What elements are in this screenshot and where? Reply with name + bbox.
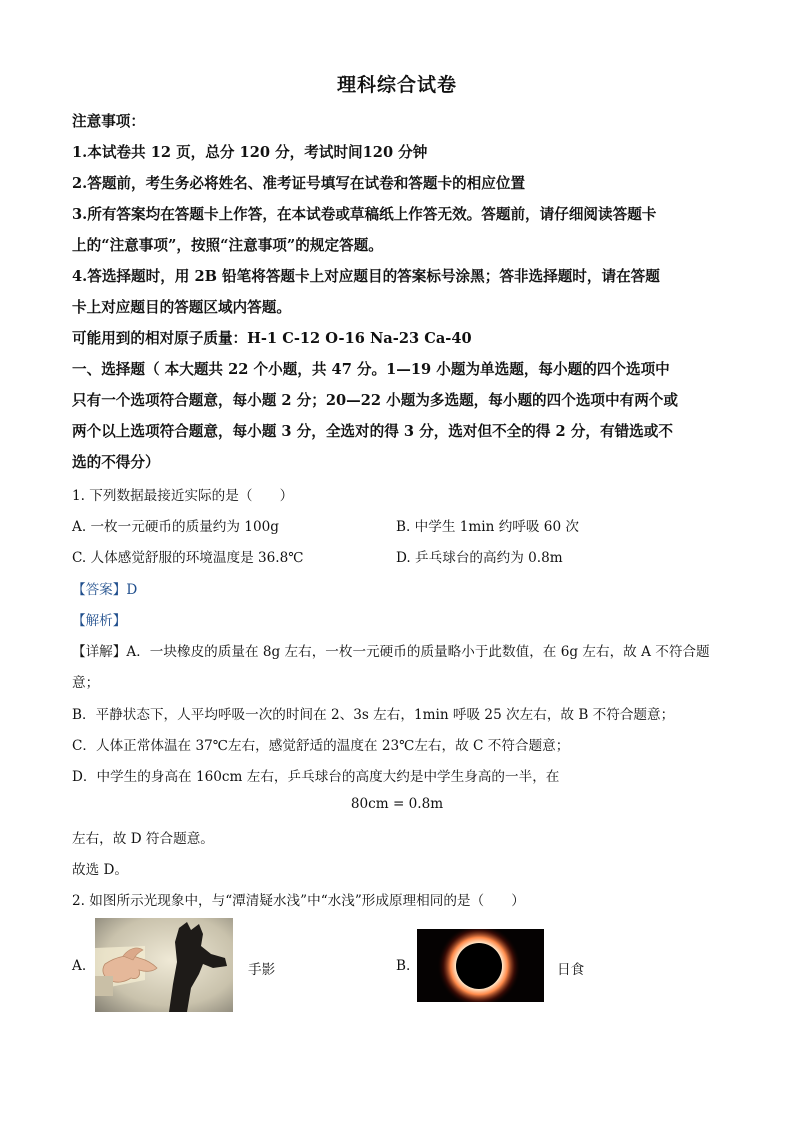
solar-eclipse-image: [417, 929, 544, 1002]
q1-option-d: D. 乒乓球台的高约为 0.8m: [396, 550, 563, 566]
q1-option-b: B. 中学生 1min 约呼吸 60 次: [396, 519, 580, 535]
q2-option-b-caption: 日食: [557, 962, 585, 978]
atomic-mass-line: 可能用到的相对原子质量：H-1 C-12 O-16 Na-23 Ca-40: [72, 330, 472, 347]
q1-detail-1: 【详解】A．一块橡皮的质量在 8g 左右，一枚一元硬币的质量略小于此数值，在 6g 左右，故 A 不符合题: [72, 644, 710, 660]
solar-eclipse-illustration: [417, 929, 544, 1002]
notice-item-2: 2.答题前，考生务必将姓名、准考证号填写在试卷和答题卡的相应位置: [72, 175, 526, 192]
notice-item-4: 4.答选择题时，用 2B 铅笔将答题卡上对应题目的答案标号涂黑；答非选择题时，请在答题: [72, 268, 660, 285]
notice-item-3: 3.所有答案均在答题卡上作答，在本试卷或草稿纸上作答无效。答题前，请仔细阅读答题卡: [72, 206, 657, 223]
notice-item-3-cont: 上的“注意事项”，按照“注意事项”的规定答题。: [72, 237, 383, 254]
notice-item-1: 1.本试卷共 12 页，总分 120 分，考试时间120 分钟: [72, 144, 428, 161]
section1-line-2: 只有一个选项符合题意，每小题 2 分；20—22 小题为多选题，每小题的四个选项中有两个或: [72, 392, 678, 409]
q1-detail-3: C．人体正常体温在 37℃左右，感觉舒适的温度在 23℃左右，故 C 不符合题意；: [72, 738, 570, 754]
q2-option-a-letter: A.: [72, 958, 87, 974]
q1-detail-2: B．平静状态下，人平均呼吸一次的时间在 2、3s 左右，1min 呼吸 25 次左右，故 B 不符合题意；: [72, 707, 675, 723]
q2-option-b-letter: B.: [396, 958, 411, 974]
q1-option-a: A. 一枚一元硬币的质量约为 100g: [72, 519, 279, 535]
q2-option-a-caption: 手影: [248, 962, 276, 978]
notice-item-4-cont: 卡上对应题目的答题区域内答题。: [72, 299, 291, 316]
q1-analysis-label: 【解析】: [72, 613, 127, 629]
section1-line-3: 两个以上选项符合题意，每小题 3 分，全选对的得 3 分，选对但不全的得 2 分，有错选或不: [72, 423, 673, 440]
section1-line-4: 选的不得分）: [72, 454, 160, 471]
q1-stem: 1. 下列数据最接近实际的是（ ）: [72, 488, 294, 504]
hand-shadow-image: [95, 918, 233, 1012]
q2-stem: 2. 如图所示光现象中，与“潭清疑水浅”中“水浅”形成原理相同的是（ ）: [72, 893, 525, 909]
q1-formula: 80cm = 0.8m: [350, 796, 444, 812]
q1-conclusion: 左右，故 D 符合题意。: [72, 831, 214, 847]
page-title: 理科综合试卷: [336, 74, 457, 96]
q1-answer: 【答案】D: [72, 582, 138, 598]
q1-choose: 故选 D。: [72, 862, 129, 878]
hand-shadow-illustration: [95, 918, 233, 1012]
section1-line-1: 一、选择题（ 本大题共 22 个小题，共 47 分。1—19 小题为单选题，每小题的四个选项中: [72, 361, 670, 378]
q1-detail-1-cont: 意；: [72, 675, 100, 691]
q1-detail-4: D．中学生的身高在 160cm 左右，乒乓球台的高度大约是中学生身高的一半，在: [72, 769, 560, 785]
q1-option-c: C. 人体感觉舒服的环境温度是 36.8℃: [72, 550, 304, 566]
notice-heading: 注意事项：: [72, 113, 145, 130]
